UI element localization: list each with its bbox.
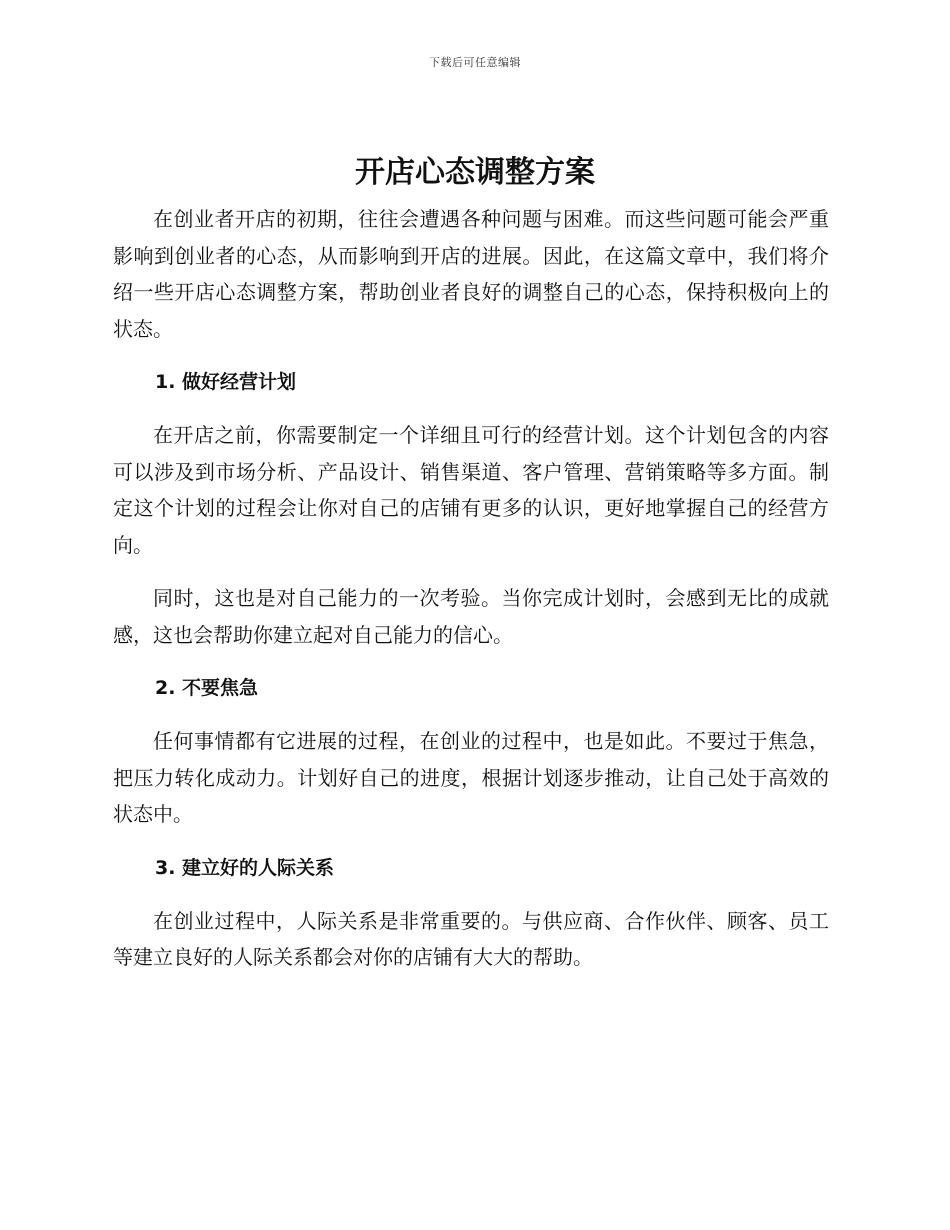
document-body <box>113 201 829 993</box>
header-note: 下载后可任意编辑 <box>429 56 521 69</box>
intro-paragraph: 在创业者开店的初期，往往会遭遇各种问题与困难。而这些问题可能会严重影响到创业者的心态，从而影响到开店的进展。因此，在这篇文章中，我们将介绍一些开店心态调整方案，帮助创业者良好的调整自己的心态，保持积极向上的状态。 <box>113 207 829 341</box>
section-heading-3: 3. 建立好的人际关系 <box>155 856 335 879</box>
section-1-paragraph-1: 在开店之前，你需要制定一个详细且可行的经营计划。这个计划包含的内容可以涉及到市场分析、产品设计、销售渠道、客户管理、营销策略等多方面。制定这个计划的过程会让你对自己的店铺有更多的认识，更好地掌握自己的经营方向。 <box>113 423 829 557</box>
section-2-paragraph-1: 任何事情都有它进展的过程，在创业的过程中，也是如此。不要过于焦急，把压力转化成动力。计划好自己的进度，根据计划逐步推动，让自己处于高效的状态中。 <box>113 729 829 826</box>
page-title: 开店心态调整方案 <box>355 155 595 190</box>
section-heading-2: 2. 不要焦急 <box>155 677 259 699</box>
section-heading-1: 1. 做好经营计划 <box>155 371 297 393</box>
section-3-paragraph-1: 在创业过程中，人际关系是非常重要的。与供应商、合作伙伴、顾客、员工等建立良好的人际关系都会对你的店铺有大大的帮助。 <box>113 908 829 969</box>
section-1-paragraph-2: 同时，这也是对自己能力的一次考验。当你完成计划时，会感到无比的成就感，这也会帮助你建立起对自己能力的信心。 <box>113 586 829 647</box>
